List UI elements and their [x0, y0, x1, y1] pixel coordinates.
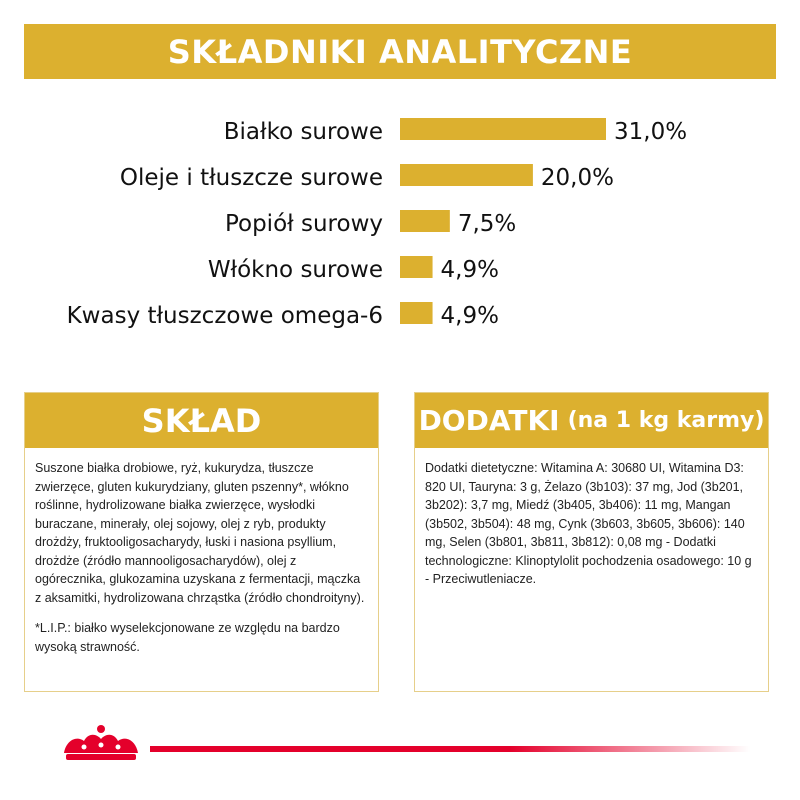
bar: [400, 118, 606, 140]
category-label: Kwasy tłuszczowe omega-6: [66, 303, 383, 329]
bar: [400, 256, 433, 278]
dodatki-text: Dodatki dietetyczne: Witamina A: 30680 UI, Witamina D3: 820 UI, Tauryna: 3 g, Żelazo (3b103): 37 mg, Jod (3b201, 3b202): 3,7 mg, Miedź (3b405, 3b406): 11 mg, Mangan (3b502, 3b504): 48 mg, Cynk (3b603, 3b605, 3b606): 140 mg, Selen (3b801, 3b811, 3b812): 0,08 mg - Dodatki technologiczne: Klinoptylolit pochodzenia osadowego: 10 g - Przeciwutleniacze.: [425, 461, 752, 586]
value-label: 4,9%: [440, 257, 499, 283]
sklad-title-banner: [25, 393, 378, 448]
category-label: Popiół surowy: [224, 211, 383, 237]
dodatki-title-banner: [415, 393, 768, 448]
value-label: 20,0%: [540, 165, 614, 191]
crown-icon: [56, 723, 146, 765]
value-label: 7,5%: [457, 211, 517, 237]
sklad-body: [35, 459, 368, 668]
analytic-title: SKŁADNIKI ANALITYCZNE: [167, 32, 633, 71]
sklad-panel: [24, 392, 379, 692]
dodatki-title: DODATKI: [418, 404, 560, 437]
value-label: 31,0%: [614, 119, 688, 145]
sklad-footnote: *L.I.P.: białko wyselekcjonowane ze względu na bardzo wysoką strawność.: [35, 621, 340, 654]
category-label: Włókno surowe: [207, 257, 383, 283]
sklad-text: Suszone białka drobiowe, ryż, kukurydza, tłuszcze zwierzęce, gluten kukurydziany, gluten pszenny*, włókno roślinne, hydrolizowane białka zwierzęce, wysłodki buraczane, minerały, olej sojowy, olej z ryb, produkty drożdży, fruktooligosacharydy, łuski i nasiona psyllium, drożdże (źródło mannooligosacharydów), olej z ogórecznika, glukozamina uzyskana z fermentacji, mączka z aksamitki, hydrolizowana chrząstka (źródło chondroityny).: [35, 461, 365, 605]
analytic-bar-chart: [0, 100, 800, 340]
dodatki-body: [425, 459, 758, 601]
category-label: Białko surowe: [223, 119, 383, 145]
category-label: Oleje i tłuszcze surowe: [119, 165, 383, 191]
bar: [400, 164, 533, 186]
sklad-title: SKŁAD: [141, 401, 262, 440]
analytic-title-banner: [24, 24, 776, 79]
bar: [400, 210, 450, 232]
dodatki-subtitle: (na 1 kg karmy): [567, 408, 765, 433]
value-label: 4,9%: [440, 303, 499, 329]
dodatki-panel: [414, 392, 769, 692]
bar: [400, 302, 433, 324]
footer-accent-line: [150, 746, 750, 752]
